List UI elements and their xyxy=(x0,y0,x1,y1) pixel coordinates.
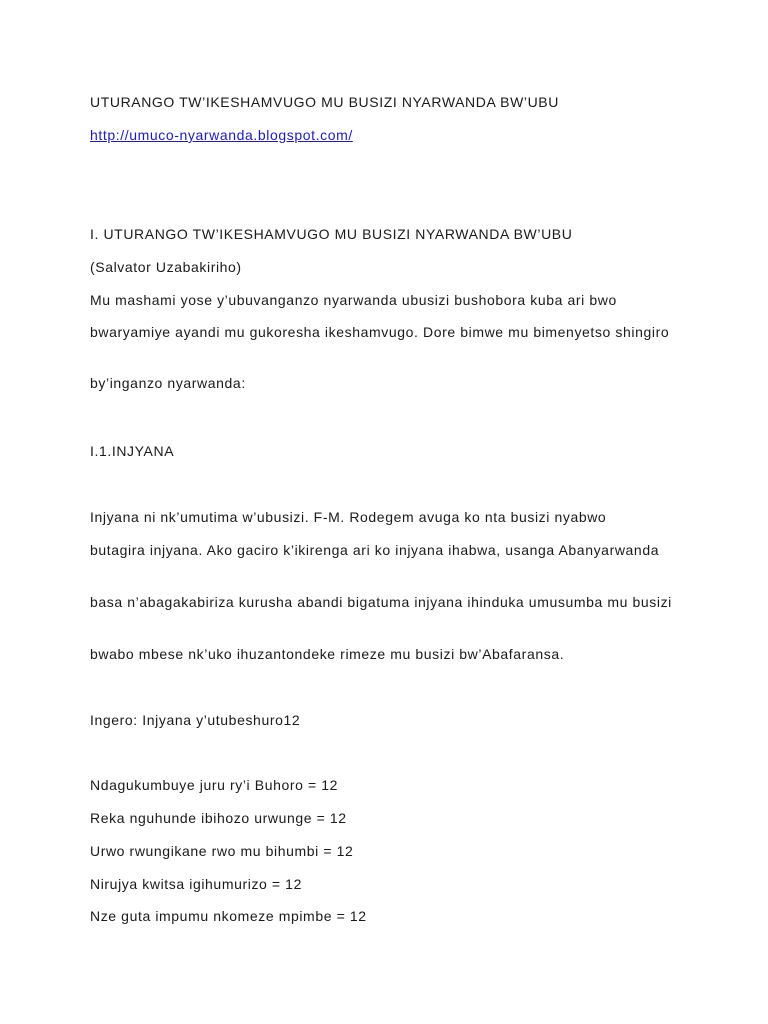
section-heading: I. UTURANGO TW’IKESHAMVUGO MU BUSIZI NYARWANDA BW’UBU xyxy=(90,226,573,242)
source-link[interactable]: http://umuco-nyarwanda.blogspot.com/ xyxy=(90,127,353,143)
verse-line: Nze guta impumu nkomeze mpimbe = 12 xyxy=(90,908,367,924)
verse-line: Ndagukumbuye juru ry’i Buhoro = 12 xyxy=(90,777,339,793)
body-paragraph-line: Injyana ni nk’umutima w’ubusizi. F-M. Rodegem avuga ko nta busizi nyabwo xyxy=(90,509,607,525)
intro-paragraph-line: bwaryamiye ayandi mu gukoresha ikeshamvugo. Dore bimwe mu bimenyetso shingiro xyxy=(90,324,670,340)
body-paragraph-line: bwabo mbese nk’uko ihuzantondeke rimeze mu busizi bw’Abafaransa. xyxy=(90,646,565,662)
body-paragraph-line: basa n’abagakabiriza kurusha abandi bigatuma injyana ihinduka umusumba mu busizi xyxy=(90,594,672,610)
verse-line: Reka nguhunde ibihozo urwunge = 12 xyxy=(90,810,347,826)
verse-line: Urwo rwungikane rwo mu bihumbi = 12 xyxy=(90,843,354,859)
document-title: UTURANGO TW’IKESHAMVUGO MU BUSIZI NYARWANDA BW’UBU xyxy=(90,94,559,110)
subsection-heading: I.1.INJYANA xyxy=(90,443,175,459)
verse-line: Nirujya kwitsa igihumurizo = 12 xyxy=(90,876,302,892)
body-paragraph-line: butagira injyana. Ako gaciro k’ikirenga ari ko injyana ihabwa, usanga Abanyarwanda xyxy=(90,542,660,558)
example-heading: Ingero: Injyana y’utubeshuro12 xyxy=(90,712,301,728)
intro-paragraph-line: Mu mashami yose y’ubuvanganzo nyarwanda ubusizi bushobora kuba ari bwo xyxy=(90,292,617,308)
author-line: (Salvator Uzabakiriho) xyxy=(90,259,242,275)
intro-paragraph-line: by’inganzo nyarwanda: xyxy=(90,375,246,391)
